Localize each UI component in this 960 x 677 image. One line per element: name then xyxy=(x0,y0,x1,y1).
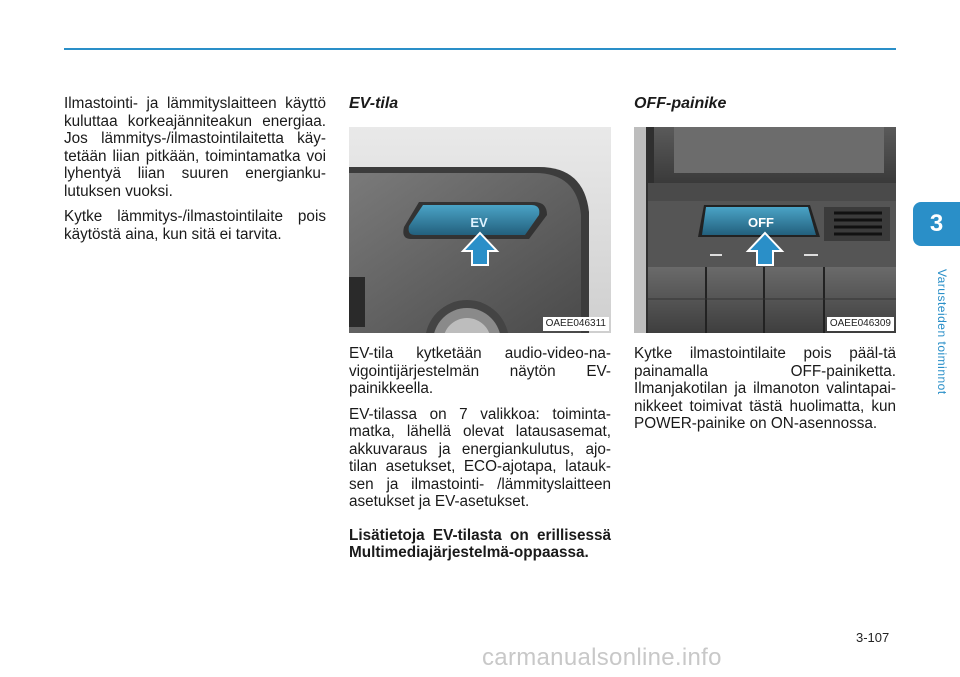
off-panel-illustration xyxy=(634,127,896,333)
figure-off-button xyxy=(634,127,896,333)
watermark: carmanualsonline.info xyxy=(482,644,722,671)
column-left xyxy=(64,95,326,251)
figure-ev-button xyxy=(349,127,611,333)
paragraph-switch-off: Kytke lämmitys-/ilmastointilaite pois käytöstä aina, kun sitä ei tarvita. xyxy=(64,208,326,243)
column-middle xyxy=(349,92,611,570)
figure-code: OAEE046311 xyxy=(543,317,609,331)
paragraph-energy: Ilmastointi- ja lämmityslaitteen käyttö kuluttaa korkeajänniteakun energiaa. Jos lämmitys-/ilmastointilaitetta käy-tetään liian pitkään, toimintamatka voi lyhentyä liian suuren energianku-lutuksen vuoksi. xyxy=(64,95,326,200)
chapter-number: 3 xyxy=(929,210,944,237)
ev-panel-illustration xyxy=(349,127,611,333)
chapter-title: Varusteiden toiminnot xyxy=(935,269,949,395)
ev-button-label: EV xyxy=(470,215,488,230)
column-right xyxy=(634,92,896,441)
heading-off-button: OFF-painike xyxy=(634,95,727,112)
paragraph-off-button: Kytke ilmastointilaite pois pääl-tä painamalla OFF-painiketta. Ilmanjakotilan ja ilmanoton valintapai-nikkeet toimivat tästä huolimatta, kun POWER-painike on ON-asennossa. xyxy=(634,345,896,432)
figure-code: OAEE046309 xyxy=(827,317,894,331)
paragraph-ev-menus: EV-tilassa on 7 valikkoa: toiminta-matka, lähellä olevat latausasemat, akkuvaraus ja energiankulutus, ajo-tilan asetukset, ECO-ajotapa, latauk-sen ja ilmastointi- /lämmityslaitteen asetukset ja EV-asetukset. xyxy=(349,405,611,510)
top-rule xyxy=(64,48,896,50)
paragraph-ev-activation: EV-tila kytketään audio-video-na-vigointijärjestelmän näytön EV-painikkeella. xyxy=(349,345,611,397)
heading-ev-mode: EV-tila xyxy=(349,95,399,112)
paragraph-ev-note: Lisätietoja EV-tilasta on erillisessä Multimediajärjestelmä-oppaassa. xyxy=(349,526,611,561)
chapter-number-tab[interactable] xyxy=(913,202,960,246)
page-number: 3-107 xyxy=(856,630,890,645)
off-button-label: OFF xyxy=(748,215,774,230)
